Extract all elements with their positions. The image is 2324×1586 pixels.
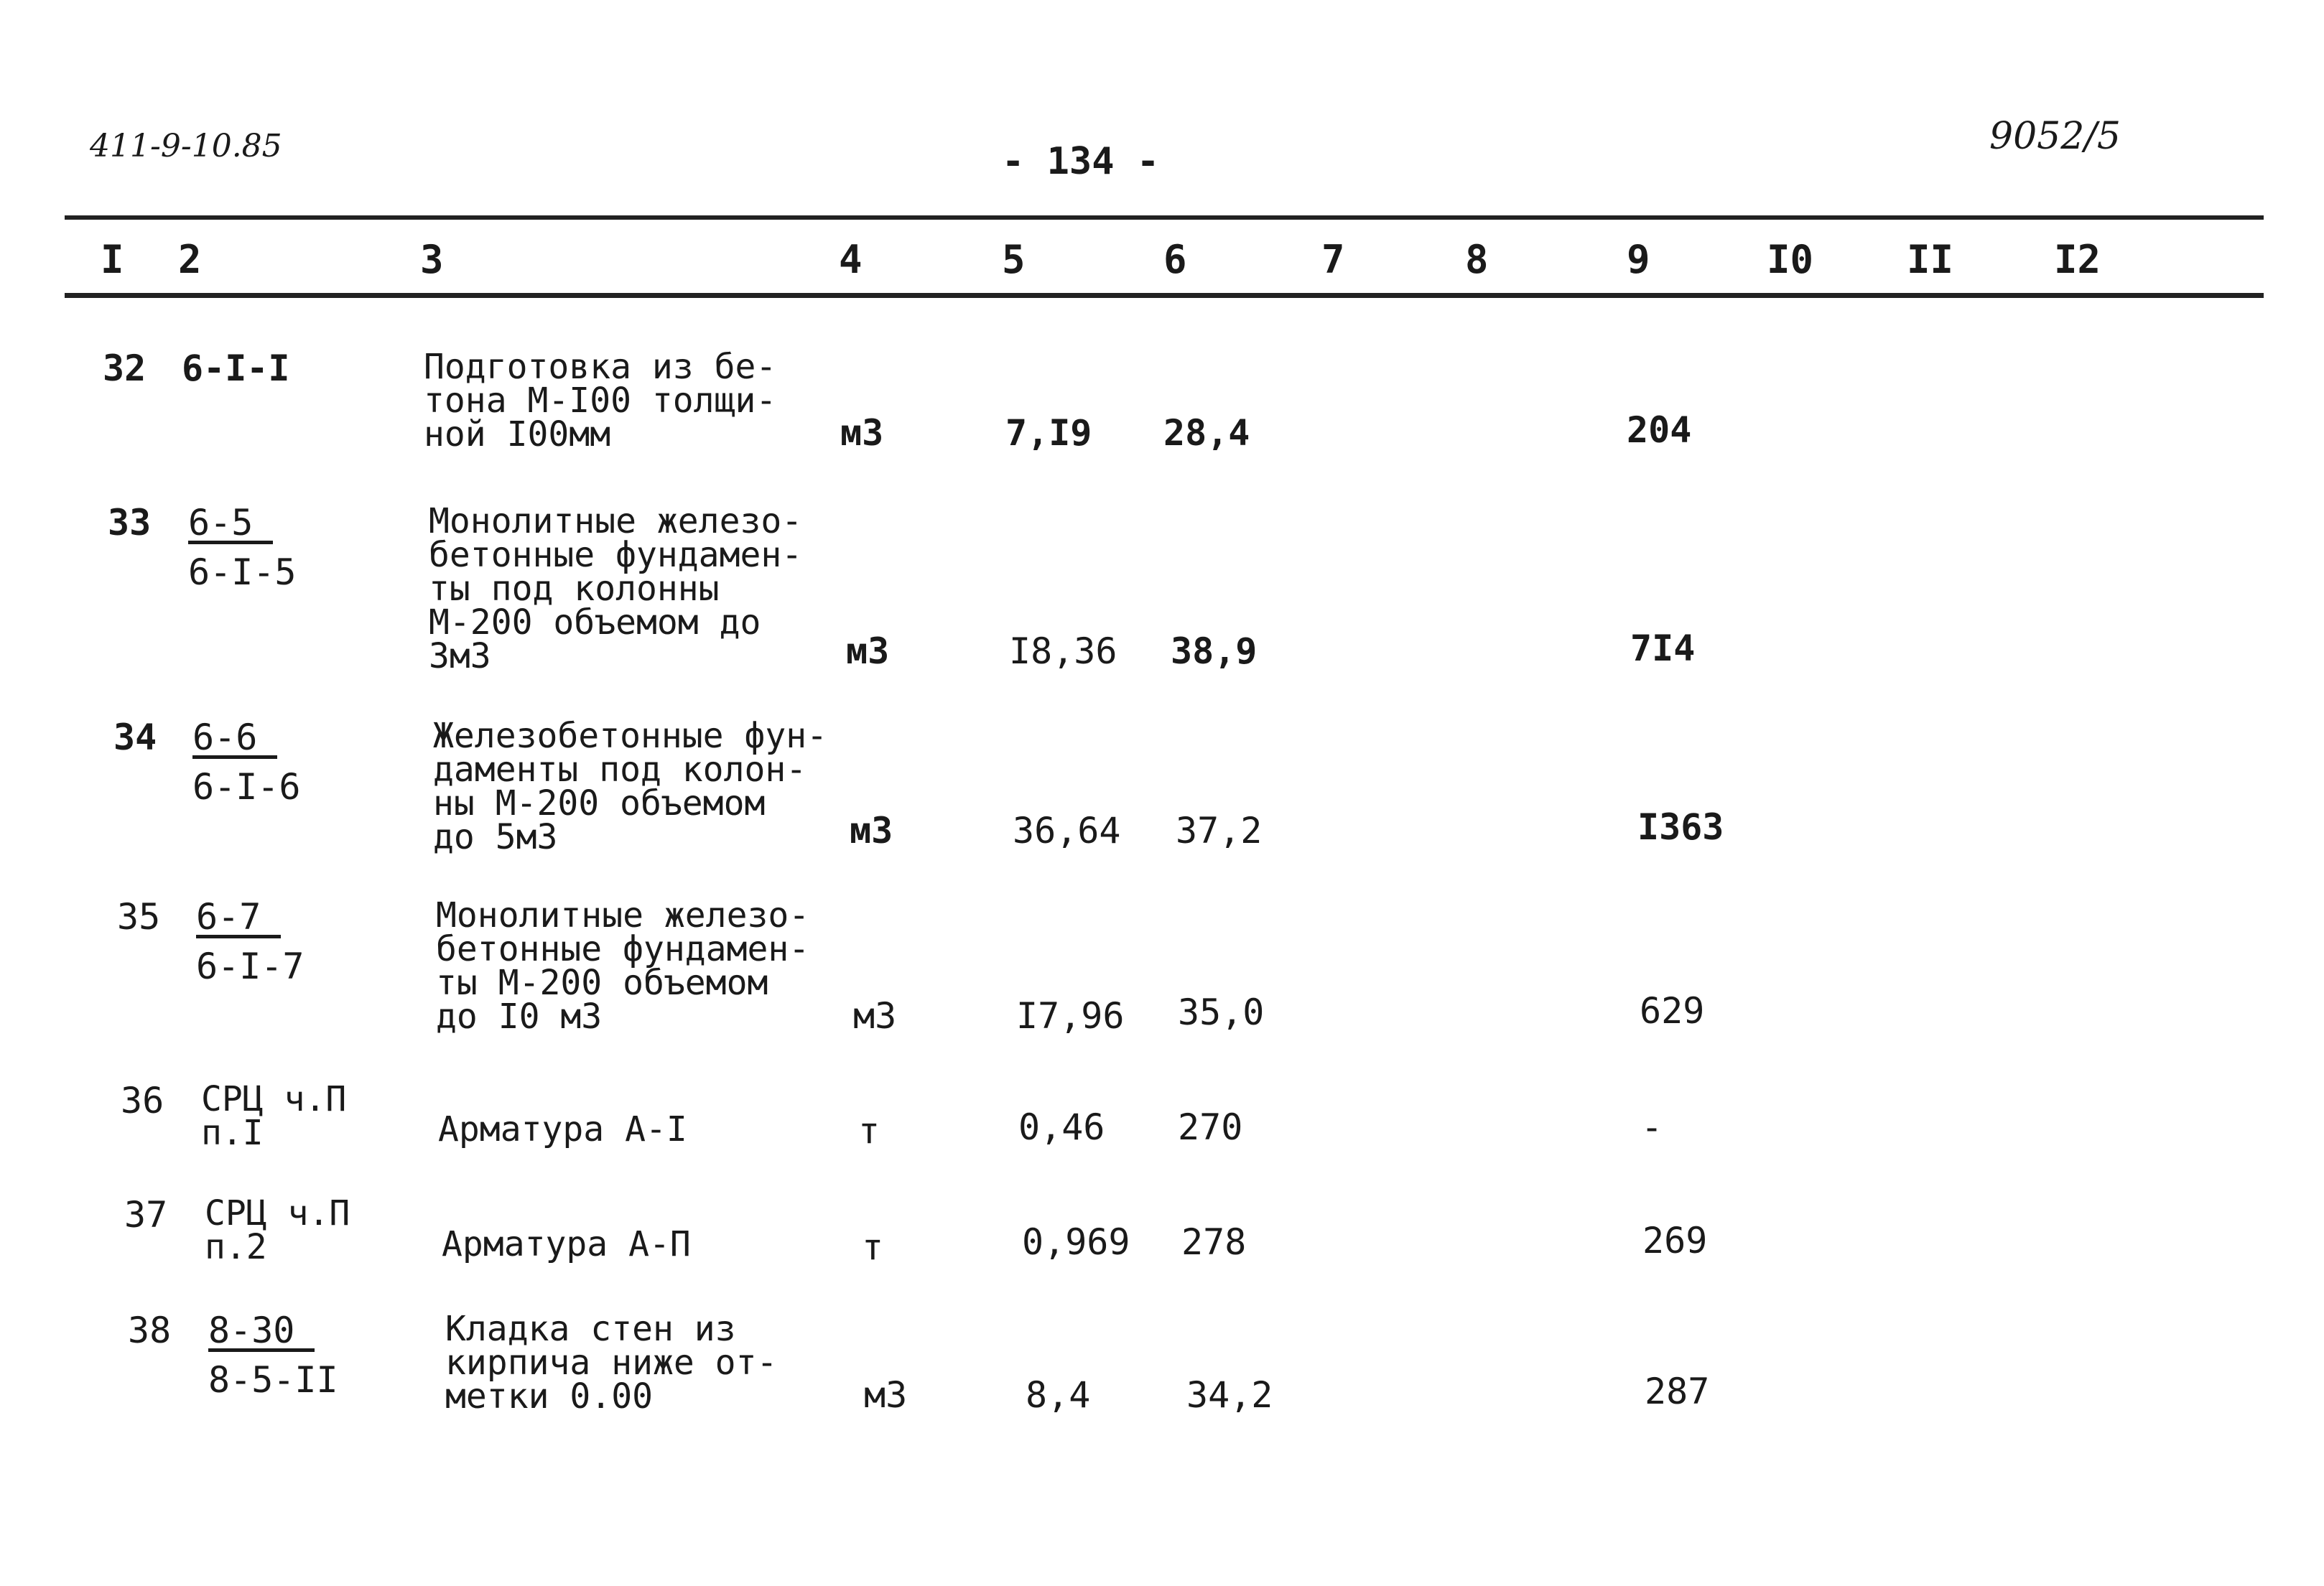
row-number: 35 [117,896,161,938]
row-code: $\frac{6-7}{6-I-7}$ [196,896,305,987]
row-quantity: I8,36 [1009,630,1117,672]
row-quantity: 36,64 [1013,810,1121,852]
row-description: Арматура А-П [442,1224,691,1264]
sheet-reference: 9052/5 [1989,115,2121,158]
row-total: 287 [1645,1371,1710,1412]
page-number: - 134 - [1002,140,1160,183]
row-description: Арматура А-I [438,1109,687,1149]
column-header-8: 8 [1465,237,1489,282]
row-description: Кладка стен из кирпича ниже от- метки 0.00 [445,1309,778,1417]
row-total: 629 [1640,990,1705,1032]
row-total: - [1641,1106,1663,1148]
row-unit-price: 37,2 [1176,810,1263,852]
row-code: СРЦ ч.П п.2 [205,1193,350,1267]
column-header-4: 4 [839,237,863,282]
column-header-11: II [1907,237,1954,282]
row-code: СРЦ ч.П п.I [201,1079,347,1153]
column-header-7: 7 [1321,237,1345,282]
row-number: 36 [121,1080,164,1121]
row-quantity: 8,4 [1026,1374,1091,1416]
row-description: Монолитные железо- бетонные фундамен- ты под колонны М-200 объемом до 3м3 [429,501,803,676]
row-total: 204 [1627,409,1692,451]
row-unit: м3 [840,412,884,454]
column-header-9: 9 [1627,237,1650,282]
row-number: 38 [128,1310,172,1351]
row-description: Подготовка из бе- тона М-I00 толщи- ной I00мм [424,347,777,454]
column-header-1: I [101,237,124,282]
row-number: 37 [124,1194,168,1236]
row-unit-price: 278 [1181,1221,1247,1263]
row-quantity: 0,46 [1018,1106,1105,1148]
column-header-3: 3 [420,237,444,282]
row-number: 34 [113,717,157,758]
row-code: $\frac{6-6}{6-I-6}$ [192,717,301,808]
row-unit-price: 34,2 [1186,1374,1273,1416]
row-unit-price: 35,0 [1178,992,1265,1033]
row-code: $\frac{8-30}{8-5-II}$ [208,1310,338,1401]
row-unit-price: 28,4 [1163,412,1250,454]
row-unit: м3 [850,810,893,852]
row-number: 32 [103,347,147,389]
table-top-rule [65,215,2264,220]
row-unit: м3 [853,995,897,1037]
row-code: 6-I-I [182,347,290,389]
row-total: 7I4 [1630,628,1696,669]
row-total: 269 [1642,1220,1708,1261]
row-code: $\frac{6-5}{6-I-5}$ [188,502,297,593]
row-unit: м3 [864,1374,908,1416]
row-unit-price: 270 [1178,1106,1243,1148]
row-description: Железобетонные фун- даменты под колон- ны М-200 объемом до 5м3 [433,716,828,857]
row-unit-price: 38,9 [1171,630,1258,672]
row-quantity: I7,96 [1016,995,1125,1037]
document-code: 411-9-10.85 [90,128,282,164]
row-unit: т [858,1110,880,1152]
column-header-10: I0 [1767,237,1814,282]
row-unit: т [862,1226,884,1268]
column-header-6: 6 [1163,237,1187,282]
row-description: Монолитные железо- бетонные фундамен- ты М-200 объемом до I0 м3 [436,895,810,1037]
column-header-2: 2 [178,237,202,282]
table-header-rule [65,293,2264,298]
column-header-5: 5 [1002,237,1026,282]
row-unit: м3 [846,630,890,672]
row-number: 33 [108,502,152,544]
column-header-12: I2 [2054,237,2101,282]
row-quantity: 0,969 [1022,1221,1130,1263]
row-quantity: 7,I9 [1005,412,1092,454]
row-total: I363 [1637,806,1724,848]
